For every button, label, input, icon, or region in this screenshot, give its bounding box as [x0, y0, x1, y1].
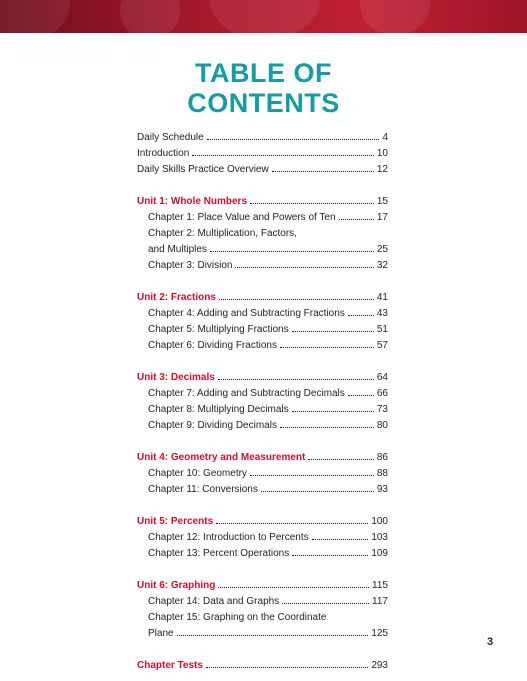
toc-entry-page: 66 — [376, 388, 388, 399]
toc-entry-label: Unit 6: Graphing — [137, 580, 216, 591]
toc-chapter-entry — [137, 258, 388, 274]
toc-entry-page: 17 — [376, 212, 388, 223]
toc-entry-page: 93 — [376, 484, 388, 495]
toc-entry-page: 293 — [371, 660, 388, 671]
section-gap — [137, 274, 388, 290]
toc-entry-page: 86 — [376, 452, 388, 463]
banner-decoration — [120, 0, 180, 33]
toc-entry-label: Unit 5: Percents — [137, 516, 214, 527]
toc-chapter-entry — [137, 242, 388, 258]
toc-entry-page: 15 — [376, 196, 388, 207]
toc-entry-label: Chapter 2: Multiplication, Factors, — [148, 228, 297, 239]
dot-leader — [348, 307, 374, 316]
toc-entry-page: 115 — [372, 580, 388, 591]
toc-entry-page: 12 — [376, 164, 388, 175]
dot-leader — [218, 371, 374, 380]
toc-entry-label: Daily Skills Practice Overview — [137, 164, 269, 175]
section-gap — [137, 498, 388, 514]
toc-entry-label: Introduction — [137, 148, 190, 159]
toc-entry-page: 32 — [376, 260, 388, 271]
toc-entry-label: Chapter 1: Place Value and Powers of Ten — [148, 212, 336, 223]
toc-unit-entry — [137, 578, 388, 594]
toc-entry-page: 73 — [376, 404, 388, 415]
toc-entry-page: 57 — [376, 340, 388, 351]
toc-chapter-entry — [137, 482, 388, 498]
toc-entry-page: 64 — [376, 372, 388, 383]
banner-decoration — [210, 0, 320, 33]
toc-entry-label: Chapter 15: Graphing on the Coordinate — [148, 612, 327, 623]
toc-entry-label: Chapter Tests — [137, 660, 203, 671]
toc-entry-label: Chapter 13: Percent Operations — [148, 548, 290, 559]
toc-chapter-entry — [137, 530, 388, 546]
page-number: 3 — [487, 636, 494, 648]
toc-entry-page: 10 — [376, 148, 388, 159]
section-gap — [137, 354, 388, 370]
toc-entry — [137, 162, 388, 178]
toc-entry-page: 100 — [371, 516, 388, 527]
table-of-contents — [137, 130, 388, 674]
toc-chapter-entry — [137, 386, 388, 402]
toc-unit-entry — [137, 194, 388, 210]
toc-chapter-entry — [137, 418, 388, 434]
dot-leader — [280, 339, 374, 348]
toc-chapter-entry — [137, 338, 388, 354]
header-banner — [0, 0, 527, 33]
toc-entry-label: Chapter 4: Adding and Subtracting Fractions — [148, 308, 345, 319]
toc-chapter-entry — [137, 610, 388, 626]
dot-leader — [207, 131, 380, 140]
toc-entry-label: Chapter 11: Conversions — [148, 484, 258, 495]
dot-leader — [282, 595, 369, 604]
dot-leader — [206, 659, 368, 668]
toc-entry-page: 43 — [376, 308, 388, 319]
toc-entry-label: Chapter 3: Division — [148, 260, 233, 271]
toc-chapter-entry — [137, 466, 388, 482]
title-line-1: TABLE OF — [195, 58, 332, 88]
toc-entry-label: and Multiples — [148, 244, 207, 255]
toc-unit-entry — [137, 370, 388, 386]
toc-unit-entry — [137, 658, 388, 674]
dot-leader — [312, 531, 369, 540]
toc-entry-page: 117 — [372, 596, 388, 607]
toc-entry-label: Chapter 6: Dividing Fractions — [148, 340, 277, 351]
dot-leader — [292, 403, 374, 412]
toc-entry-page: 88 — [376, 468, 388, 479]
dot-leader — [280, 419, 374, 428]
toc-chapter-entry — [137, 594, 388, 610]
toc-entry-label: Plane — [148, 628, 174, 639]
toc-unit-entry — [137, 514, 388, 530]
dot-leader — [192, 147, 374, 156]
toc-chapter-entry — [137, 322, 388, 338]
toc-entry-label: Unit 2: Fractions — [137, 292, 216, 303]
dot-leader — [292, 547, 368, 556]
dot-leader — [216, 515, 368, 524]
toc-entry-label: Chapter 14: Data and Graphs — [148, 596, 280, 607]
dot-leader — [261, 483, 374, 492]
toc-chapter-entry — [137, 306, 388, 322]
toc-chapter-entry — [137, 226, 388, 242]
toc-entry-page: 51 — [376, 324, 388, 335]
toc-unit-entry — [137, 450, 388, 466]
title-line-2: CONTENTS — [187, 88, 340, 118]
dot-leader — [219, 291, 374, 300]
toc-entry-label: Daily Schedule — [137, 132, 204, 143]
section-gap — [137, 562, 388, 578]
dot-leader — [210, 243, 374, 252]
toc-entry-page: 80 — [376, 420, 388, 431]
dot-leader — [218, 579, 369, 588]
toc-chapter-entry — [137, 626, 388, 642]
section-gap — [137, 434, 388, 450]
banner-decoration — [360, 0, 430, 33]
dot-leader — [348, 387, 374, 396]
toc-entry-page: 103 — [371, 532, 388, 543]
toc-entry-label: Unit 4: Geometry and Measurement — [137, 452, 306, 463]
toc-chapter-entry — [137, 210, 388, 226]
toc-entry-page: 41 — [376, 292, 388, 303]
toc-entry-label: Chapter 9: Dividing Decimals — [148, 420, 277, 431]
toc-entry-page: 109 — [371, 548, 388, 559]
toc-entry-label: Unit 3: Decimals — [137, 372, 215, 383]
toc-entry — [137, 130, 388, 146]
dot-leader — [308, 451, 374, 460]
toc-entry-label: Chapter 5: Multiplying Fractions — [148, 324, 289, 335]
banner-decoration — [0, 0, 70, 33]
toc-entry-page: 125 — [371, 628, 388, 639]
toc-unit-entry — [137, 290, 388, 306]
toc-chapter-entry — [137, 402, 388, 418]
toc-entry-label: Chapter 7: Adding and Subtracting Decimals — [148, 388, 345, 399]
dot-leader — [250, 467, 374, 476]
dot-leader — [250, 195, 374, 204]
toc-entry-page: 4 — [382, 132, 388, 143]
page-title — [0, 58, 527, 118]
section-gap — [137, 642, 388, 658]
toc-entry-label: Unit 1: Whole Numbers — [137, 196, 248, 207]
toc-chapter-entry — [137, 546, 388, 562]
dot-leader — [235, 259, 373, 268]
toc-entry-label: Chapter 8: Multiplying Decimals — [148, 404, 289, 415]
toc-entry-label: Chapter 10: Geometry — [148, 468, 247, 479]
toc-entry-page: 25 — [376, 244, 388, 255]
dot-leader — [292, 323, 374, 332]
toc-entry-label: Chapter 12: Introduction to Percents — [148, 532, 309, 543]
dot-leader — [272, 163, 374, 172]
dot-leader — [177, 627, 369, 636]
section-gap — [137, 178, 388, 194]
dot-leader — [339, 211, 374, 220]
toc-entry — [137, 146, 388, 162]
